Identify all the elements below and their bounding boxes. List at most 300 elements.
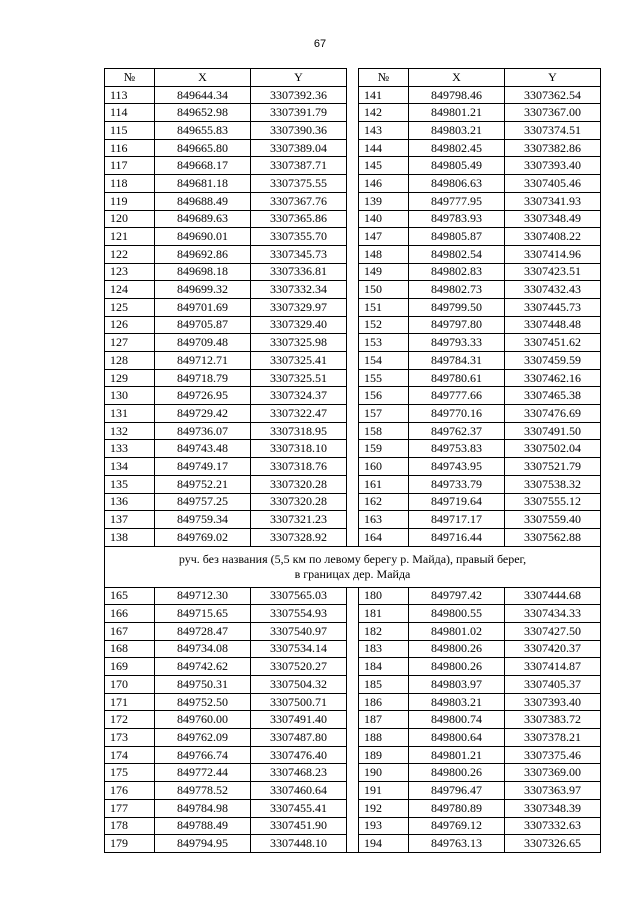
column-gap bbox=[347, 210, 359, 228]
column-gap bbox=[347, 387, 359, 405]
table-row bbox=[105, 228, 601, 246]
y-coordinate-right: 3307434.33 bbox=[505, 605, 601, 623]
y-coordinate-left: 3307336.81 bbox=[251, 263, 347, 281]
point-number-right: 182 bbox=[359, 622, 409, 640]
x-coordinate-left: 849701.69 bbox=[155, 298, 251, 316]
table-row bbox=[105, 298, 601, 316]
point-number-right: 159 bbox=[359, 440, 409, 458]
y-coordinate-right: 3307341.93 bbox=[505, 192, 601, 210]
column-gap bbox=[347, 799, 359, 817]
x-coordinate-right: 849802.45 bbox=[409, 139, 505, 157]
point-number-right: 194 bbox=[359, 835, 409, 853]
column-gap bbox=[347, 122, 359, 140]
y-coordinate-left: 3307367.76 bbox=[251, 192, 347, 210]
x-coordinate-left: 849689.63 bbox=[155, 210, 251, 228]
y-coordinate-right: 3307378.21 bbox=[505, 729, 601, 747]
y-coordinate-left: 3307329.40 bbox=[251, 316, 347, 334]
y-coordinate-left: 3307365.86 bbox=[251, 210, 347, 228]
table-row bbox=[105, 676, 601, 694]
point-number-right: 151 bbox=[359, 298, 409, 316]
x-coordinate-left: 849729.42 bbox=[155, 405, 251, 423]
section-heading-line2: в границах дер. Майда bbox=[294, 566, 411, 581]
y-coordinate-right: 3307445.73 bbox=[505, 298, 601, 316]
y-coordinate-left: 3307375.55 bbox=[251, 175, 347, 193]
table-header-row bbox=[105, 69, 601, 87]
column-gap bbox=[347, 622, 359, 640]
header-x-left: X bbox=[155, 69, 251, 87]
x-coordinate-left: 849788.49 bbox=[155, 817, 251, 835]
point-number-right: 142 bbox=[359, 104, 409, 122]
column-gap bbox=[347, 316, 359, 334]
x-coordinate-left: 849752.21 bbox=[155, 475, 251, 493]
point-number-left: 179 bbox=[105, 835, 155, 853]
table-row bbox=[105, 605, 601, 623]
y-coordinate-right: 3307408.22 bbox=[505, 228, 601, 246]
table-row bbox=[105, 210, 601, 228]
y-coordinate-right: 3307393.40 bbox=[505, 693, 601, 711]
point-number-right: 143 bbox=[359, 122, 409, 140]
point-number-left: 114 bbox=[105, 104, 155, 122]
x-coordinate-left: 849692.86 bbox=[155, 245, 251, 263]
section-heading-row bbox=[105, 546, 601, 587]
x-coordinate-right: 849793.33 bbox=[409, 334, 505, 352]
y-coordinate-left: 3307540.97 bbox=[251, 622, 347, 640]
point-number-left: 133 bbox=[105, 440, 155, 458]
x-coordinate-left: 849736.07 bbox=[155, 422, 251, 440]
x-coordinate-left: 849699.32 bbox=[155, 281, 251, 299]
point-number-right: 193 bbox=[359, 817, 409, 835]
y-coordinate-left: 3307468.23 bbox=[251, 764, 347, 782]
x-coordinate-right: 849802.73 bbox=[409, 281, 505, 299]
point-number-right: 145 bbox=[359, 157, 409, 175]
x-coordinate-left: 849757.25 bbox=[155, 493, 251, 511]
point-number-right: 161 bbox=[359, 475, 409, 493]
x-coordinate-left: 849742.62 bbox=[155, 658, 251, 676]
y-coordinate-left: 3307320.28 bbox=[251, 475, 347, 493]
x-coordinate-left: 849681.18 bbox=[155, 175, 251, 193]
y-coordinate-left: 3307387.71 bbox=[251, 157, 347, 175]
point-number-right: 164 bbox=[359, 528, 409, 546]
x-coordinate-left: 849665.80 bbox=[155, 139, 251, 157]
column-gap bbox=[347, 422, 359, 440]
y-coordinate-left: 3307392.36 bbox=[251, 86, 347, 104]
point-number-left: 173 bbox=[105, 729, 155, 747]
section-heading bbox=[105, 546, 601, 587]
point-number-left: 128 bbox=[105, 352, 155, 370]
point-number-right: 152 bbox=[359, 316, 409, 334]
point-number-left: 172 bbox=[105, 711, 155, 729]
point-number-right: 153 bbox=[359, 334, 409, 352]
table-row bbox=[105, 658, 601, 676]
y-coordinate-left: 3307390.36 bbox=[251, 122, 347, 140]
column-gap bbox=[347, 69, 359, 87]
y-coordinate-left: 3307318.10 bbox=[251, 440, 347, 458]
x-coordinate-right: 849797.42 bbox=[409, 587, 505, 605]
point-number-left: 135 bbox=[105, 475, 155, 493]
table-row bbox=[105, 458, 601, 476]
point-number-right: 163 bbox=[359, 511, 409, 529]
y-coordinate-left: 3307460.64 bbox=[251, 782, 347, 800]
y-coordinate-right: 3307462.16 bbox=[505, 369, 601, 387]
x-coordinate-right: 849763.13 bbox=[409, 835, 505, 853]
point-number-left: 129 bbox=[105, 369, 155, 387]
column-gap bbox=[347, 587, 359, 605]
point-number-right: 160 bbox=[359, 458, 409, 476]
column-gap bbox=[347, 263, 359, 281]
column-gap bbox=[347, 157, 359, 175]
point-number-right: 183 bbox=[359, 640, 409, 658]
point-number-right: 139 bbox=[359, 192, 409, 210]
x-coordinate-right: 849780.61 bbox=[409, 369, 505, 387]
y-coordinate-right: 3307427.50 bbox=[505, 622, 601, 640]
x-coordinate-left: 849784.98 bbox=[155, 799, 251, 817]
point-number-left: 131 bbox=[105, 405, 155, 423]
x-coordinate-right: 849798.46 bbox=[409, 86, 505, 104]
y-coordinate-left: 3307318.95 bbox=[251, 422, 347, 440]
y-coordinate-left: 3307320.28 bbox=[251, 493, 347, 511]
x-coordinate-right: 849802.83 bbox=[409, 263, 505, 281]
table-row bbox=[105, 86, 601, 104]
x-coordinate-right: 849801.02 bbox=[409, 622, 505, 640]
x-coordinate-right: 849733.79 bbox=[409, 475, 505, 493]
x-coordinate-right: 849802.54 bbox=[409, 245, 505, 263]
y-coordinate-left: 3307534.14 bbox=[251, 640, 347, 658]
y-coordinate-right: 3307538.32 bbox=[505, 475, 601, 493]
x-coordinate-left: 849772.44 bbox=[155, 764, 251, 782]
y-coordinate-right: 3307559.40 bbox=[505, 511, 601, 529]
point-number-right: 188 bbox=[359, 729, 409, 747]
point-number-left: 125 bbox=[105, 298, 155, 316]
x-coordinate-left: 849668.17 bbox=[155, 157, 251, 175]
y-coordinate-right: 3307459.59 bbox=[505, 352, 601, 370]
table-row bbox=[105, 493, 601, 511]
x-coordinate-left: 849705.87 bbox=[155, 316, 251, 334]
x-coordinate-right: 849800.26 bbox=[409, 640, 505, 658]
x-coordinate-right: 849784.31 bbox=[409, 352, 505, 370]
table-row bbox=[105, 405, 601, 423]
column-gap bbox=[347, 192, 359, 210]
x-coordinate-left: 849750.31 bbox=[155, 676, 251, 694]
y-coordinate-right: 3307521.79 bbox=[505, 458, 601, 476]
point-number-right: 146 bbox=[359, 175, 409, 193]
point-number-right: 192 bbox=[359, 799, 409, 817]
y-coordinate-right: 3307444.68 bbox=[505, 587, 601, 605]
point-number-left: 174 bbox=[105, 746, 155, 764]
column-gap bbox=[347, 605, 359, 623]
column-gap bbox=[347, 711, 359, 729]
coordinates-table bbox=[104, 68, 601, 853]
x-coordinate-left: 849752.50 bbox=[155, 693, 251, 711]
point-number-left: 124 bbox=[105, 281, 155, 299]
y-coordinate-left: 3307391.79 bbox=[251, 104, 347, 122]
x-coordinate-right: 849777.95 bbox=[409, 192, 505, 210]
y-coordinate-right: 3307502.04 bbox=[505, 440, 601, 458]
x-coordinate-right: 849716.44 bbox=[409, 528, 505, 546]
table-row bbox=[105, 175, 601, 193]
point-number-left: 165 bbox=[105, 587, 155, 605]
x-coordinate-right: 849770.16 bbox=[409, 405, 505, 423]
x-coordinate-right: 849803.21 bbox=[409, 693, 505, 711]
column-gap bbox=[347, 281, 359, 299]
table-row bbox=[105, 352, 601, 370]
point-number-left: 126 bbox=[105, 316, 155, 334]
column-gap bbox=[347, 228, 359, 246]
x-coordinate-right: 849800.74 bbox=[409, 711, 505, 729]
y-coordinate-right: 3307382.86 bbox=[505, 139, 601, 157]
x-coordinate-left: 849718.79 bbox=[155, 369, 251, 387]
point-number-left: 120 bbox=[105, 210, 155, 228]
section-heading-line1: руч. без названия (5,5 км по левому берегу р. Майда), правый берег, bbox=[178, 551, 527, 566]
point-number-right: 154 bbox=[359, 352, 409, 370]
point-number-right: 190 bbox=[359, 764, 409, 782]
point-number-right: 149 bbox=[359, 263, 409, 281]
y-coordinate-left: 3307329.97 bbox=[251, 298, 347, 316]
column-gap bbox=[347, 511, 359, 529]
x-coordinate-right: 849717.17 bbox=[409, 511, 505, 529]
x-coordinate-left: 849698.18 bbox=[155, 263, 251, 281]
column-gap bbox=[347, 475, 359, 493]
x-coordinate-right: 849801.21 bbox=[409, 104, 505, 122]
point-number-right: 157 bbox=[359, 405, 409, 423]
table-row bbox=[105, 387, 601, 405]
header-x-right: X bbox=[409, 69, 505, 87]
point-number-right: 156 bbox=[359, 387, 409, 405]
y-coordinate-left: 3307520.27 bbox=[251, 658, 347, 676]
y-coordinate-left: 3307325.41 bbox=[251, 352, 347, 370]
table-row bbox=[105, 369, 601, 387]
x-coordinate-right: 849796.47 bbox=[409, 782, 505, 800]
x-coordinate-right: 849803.97 bbox=[409, 676, 505, 694]
table-row bbox=[105, 835, 601, 853]
x-coordinate-right: 849799.50 bbox=[409, 298, 505, 316]
y-coordinate-left: 3307321.23 bbox=[251, 511, 347, 529]
table-row bbox=[105, 511, 601, 529]
x-coordinate-left: 849749.17 bbox=[155, 458, 251, 476]
x-coordinate-left: 849794.95 bbox=[155, 835, 251, 853]
point-number-right: 184 bbox=[359, 658, 409, 676]
x-coordinate-right: 849800.55 bbox=[409, 605, 505, 623]
column-gap bbox=[347, 782, 359, 800]
column-gap bbox=[347, 458, 359, 476]
point-number-left: 134 bbox=[105, 458, 155, 476]
y-coordinate-left: 3307504.32 bbox=[251, 676, 347, 694]
x-coordinate-left: 849762.09 bbox=[155, 729, 251, 747]
x-coordinate-left: 849769.02 bbox=[155, 528, 251, 546]
y-coordinate-right: 3307369.00 bbox=[505, 764, 601, 782]
x-coordinate-right: 849805.87 bbox=[409, 228, 505, 246]
x-coordinate-left: 849734.08 bbox=[155, 640, 251, 658]
table-row bbox=[105, 157, 601, 175]
point-number-right: 140 bbox=[359, 210, 409, 228]
table-row bbox=[105, 746, 601, 764]
y-coordinate-right: 3307367.00 bbox=[505, 104, 601, 122]
point-number-left: 130 bbox=[105, 387, 155, 405]
y-coordinate-left: 3307476.40 bbox=[251, 746, 347, 764]
point-number-right: 191 bbox=[359, 782, 409, 800]
point-number-left: 167 bbox=[105, 622, 155, 640]
table-row bbox=[105, 693, 601, 711]
x-coordinate-left: 849766.74 bbox=[155, 746, 251, 764]
table-row bbox=[105, 782, 601, 800]
y-coordinate-right: 3307432.43 bbox=[505, 281, 601, 299]
column-gap bbox=[347, 835, 359, 853]
point-number-left: 177 bbox=[105, 799, 155, 817]
y-coordinate-right: 3307423.51 bbox=[505, 263, 601, 281]
x-coordinate-left: 849709.48 bbox=[155, 334, 251, 352]
point-number-left: 170 bbox=[105, 676, 155, 694]
y-coordinate-left: 3307448.10 bbox=[251, 835, 347, 853]
point-number-right: 187 bbox=[359, 711, 409, 729]
point-number-right: 185 bbox=[359, 676, 409, 694]
point-number-right: 186 bbox=[359, 693, 409, 711]
y-coordinate-left: 3307487.80 bbox=[251, 729, 347, 747]
y-coordinate-left: 3307554.93 bbox=[251, 605, 347, 623]
point-number-left: 122 bbox=[105, 245, 155, 263]
x-coordinate-right: 849797.80 bbox=[409, 316, 505, 334]
header-y-right: Y bbox=[505, 69, 601, 87]
point-number-left: 132 bbox=[105, 422, 155, 440]
x-coordinate-right: 849801.21 bbox=[409, 746, 505, 764]
y-coordinate-right: 3307332.63 bbox=[505, 817, 601, 835]
y-coordinate-left: 3307318.76 bbox=[251, 458, 347, 476]
x-coordinate-left: 849728.47 bbox=[155, 622, 251, 640]
table-body bbox=[105, 86, 601, 852]
x-coordinate-left: 849712.30 bbox=[155, 587, 251, 605]
table-row bbox=[105, 192, 601, 210]
x-coordinate-right: 849777.66 bbox=[409, 387, 505, 405]
point-number-left: 169 bbox=[105, 658, 155, 676]
point-number-right: 155 bbox=[359, 369, 409, 387]
x-coordinate-left: 849652.98 bbox=[155, 104, 251, 122]
point-number-right: 180 bbox=[359, 587, 409, 605]
x-coordinate-left: 849690.01 bbox=[155, 228, 251, 246]
y-coordinate-right: 3307465.38 bbox=[505, 387, 601, 405]
x-coordinate-right: 849780.89 bbox=[409, 799, 505, 817]
y-coordinate-right: 3307562.88 bbox=[505, 528, 601, 546]
table-row bbox=[105, 528, 601, 546]
x-coordinate-right: 849719.64 bbox=[409, 493, 505, 511]
column-gap bbox=[347, 175, 359, 193]
column-gap bbox=[347, 405, 359, 423]
y-coordinate-right: 3307363.97 bbox=[505, 782, 601, 800]
y-coordinate-left: 3307322.47 bbox=[251, 405, 347, 423]
x-coordinate-left: 849778.52 bbox=[155, 782, 251, 800]
x-coordinate-left: 849715.65 bbox=[155, 605, 251, 623]
y-coordinate-right: 3307491.50 bbox=[505, 422, 601, 440]
column-gap bbox=[347, 493, 359, 511]
x-coordinate-right: 849800.26 bbox=[409, 764, 505, 782]
header-num-left: № bbox=[105, 69, 155, 87]
y-coordinate-right: 3307405.46 bbox=[505, 175, 601, 193]
point-number-left: 138 bbox=[105, 528, 155, 546]
x-coordinate-right: 849783.93 bbox=[409, 210, 505, 228]
point-number-left: 113 bbox=[105, 86, 155, 104]
x-coordinate-left: 849644.34 bbox=[155, 86, 251, 104]
y-coordinate-right: 3307326.65 bbox=[505, 835, 601, 853]
column-gap bbox=[347, 104, 359, 122]
point-number-right: 144 bbox=[359, 139, 409, 157]
y-coordinate-left: 3307355.70 bbox=[251, 228, 347, 246]
x-coordinate-right: 849743.95 bbox=[409, 458, 505, 476]
table-row bbox=[105, 316, 601, 334]
y-coordinate-right: 3307451.62 bbox=[505, 334, 601, 352]
y-coordinate-right: 3307348.49 bbox=[505, 210, 601, 228]
page-number: 67 bbox=[313, 38, 327, 50]
x-coordinate-right: 849805.49 bbox=[409, 157, 505, 175]
column-gap bbox=[347, 528, 359, 546]
table-row bbox=[105, 729, 601, 747]
point-number-left: 123 bbox=[105, 263, 155, 281]
y-coordinate-left: 3307491.40 bbox=[251, 711, 347, 729]
y-coordinate-right: 3307393.40 bbox=[505, 157, 601, 175]
point-number-left: 176 bbox=[105, 782, 155, 800]
x-coordinate-right: 849762.37 bbox=[409, 422, 505, 440]
table-row bbox=[105, 122, 601, 140]
point-number-left: 119 bbox=[105, 192, 155, 210]
point-number-left: 116 bbox=[105, 139, 155, 157]
y-coordinate-left: 3307345.73 bbox=[251, 245, 347, 263]
y-coordinate-left: 3307500.71 bbox=[251, 693, 347, 711]
table-row bbox=[105, 281, 601, 299]
column-gap bbox=[347, 352, 359, 370]
point-number-left: 171 bbox=[105, 693, 155, 711]
x-coordinate-left: 849743.48 bbox=[155, 440, 251, 458]
table-row bbox=[105, 104, 601, 122]
y-coordinate-right: 3307405.37 bbox=[505, 676, 601, 694]
y-coordinate-right: 3307348.39 bbox=[505, 799, 601, 817]
table-row bbox=[105, 263, 601, 281]
column-gap bbox=[347, 746, 359, 764]
y-coordinate-left: 3307325.51 bbox=[251, 369, 347, 387]
table-row bbox=[105, 622, 601, 640]
column-gap bbox=[347, 86, 359, 104]
point-number-left: 121 bbox=[105, 228, 155, 246]
table-row bbox=[105, 440, 601, 458]
point-number-right: 158 bbox=[359, 422, 409, 440]
y-coordinate-left: 3307455.41 bbox=[251, 799, 347, 817]
x-coordinate-right: 849806.63 bbox=[409, 175, 505, 193]
column-gap bbox=[347, 817, 359, 835]
x-coordinate-left: 849726.95 bbox=[155, 387, 251, 405]
point-number-right: 148 bbox=[359, 245, 409, 263]
point-number-left: 166 bbox=[105, 605, 155, 623]
x-coordinate-right: 849800.26 bbox=[409, 658, 505, 676]
point-number-left: 168 bbox=[105, 640, 155, 658]
column-gap bbox=[347, 729, 359, 747]
point-number-right: 162 bbox=[359, 493, 409, 511]
column-gap bbox=[347, 334, 359, 352]
point-number-left: 175 bbox=[105, 764, 155, 782]
point-number-left: 137 bbox=[105, 511, 155, 529]
point-number-right: 141 bbox=[359, 86, 409, 104]
y-coordinate-right: 3307476.69 bbox=[505, 405, 601, 423]
table-row bbox=[105, 764, 601, 782]
table-row bbox=[105, 334, 601, 352]
point-number-left: 118 bbox=[105, 175, 155, 193]
y-coordinate-left: 3307332.34 bbox=[251, 281, 347, 299]
x-coordinate-right: 849803.21 bbox=[409, 122, 505, 140]
table-row bbox=[105, 245, 601, 263]
point-number-left: 136 bbox=[105, 493, 155, 511]
y-coordinate-left: 3307565.03 bbox=[251, 587, 347, 605]
y-coordinate-right: 3307362.54 bbox=[505, 86, 601, 104]
header-y-left: Y bbox=[251, 69, 347, 87]
point-number-right: 189 bbox=[359, 746, 409, 764]
y-coordinate-right: 3307420.37 bbox=[505, 640, 601, 658]
x-coordinate-left: 849655.83 bbox=[155, 122, 251, 140]
column-gap bbox=[347, 676, 359, 694]
point-number-right: 150 bbox=[359, 281, 409, 299]
